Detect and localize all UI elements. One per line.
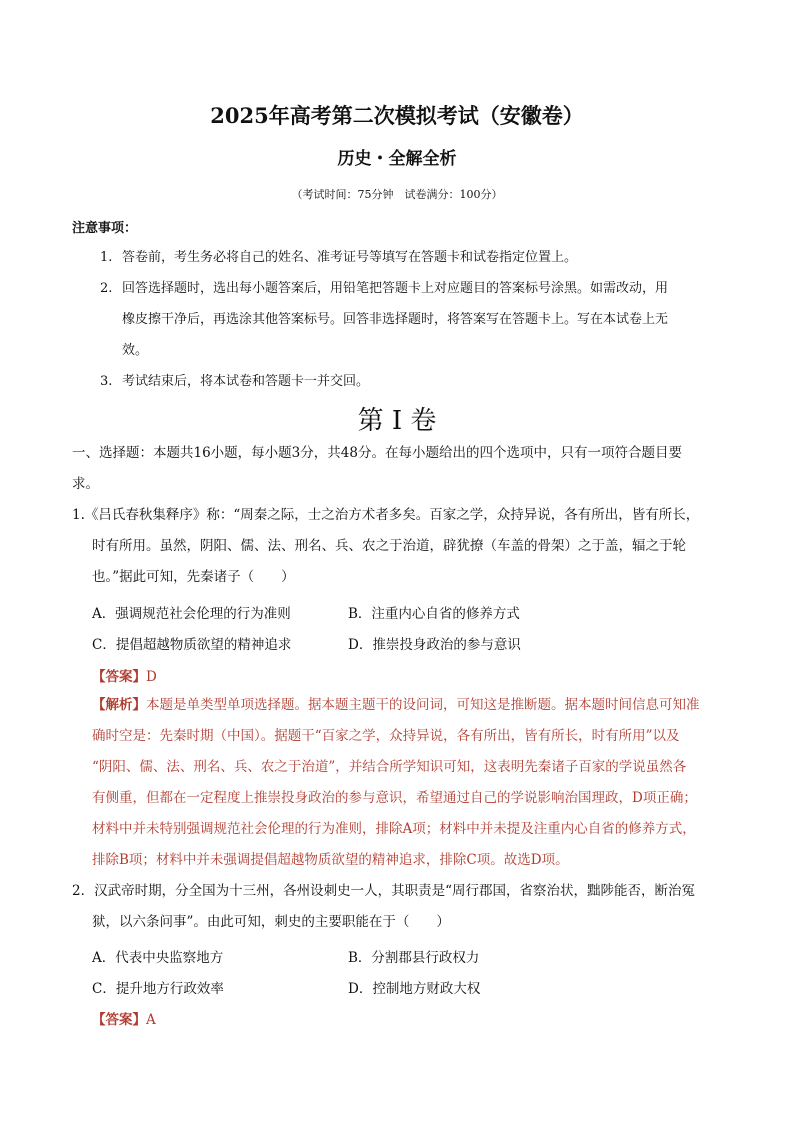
exam-info: （考试时间：75分钟 试卷满分：100分） [291,188,503,201]
option-d: D．推崇投身政治的参与意识 [348,637,521,653]
answer-tag: 【答案】 [92,1012,146,1028]
answer-tag: 【答案】 [92,669,146,685]
notice-item-2 [100,273,730,366]
option-a: A．强调规范社会伦理的行为准则 [92,606,291,622]
notice-item-1 [100,242,730,273]
option-c: C．提升地方行政效率 [92,981,224,997]
question-1 [72,500,736,593]
option-a: A．代表中央监察地方 [92,950,224,966]
option-b: B．分割郡县行政权力 [348,950,480,966]
page-subtitle: 历史・全解全析 [337,149,457,169]
section-intro-line: 一、选择题：本题共16小题，每小题3分，共48分。在每小题给出的四个选项中，只有一项符合题目要 [72,445,682,461]
question-text-line: 时有所用。虽然，阴阳、儒、法、刑名、兵、农之于治道，辟犹撩（车盖的骨架）之于盖，辐之于轮 [92,538,686,554]
analysis-tag: 【解析】 [92,697,146,713]
question-2-answer [92,1008,156,1028]
question-text-line: 2．汉武帝时期，分全国为十三州，各州设刺史一人，其职责是“周行郡国，省察治状，黜陟能否，断治冤 [72,883,695,899]
section-intro-line: 求。 [72,476,99,492]
analysis-line: “阴阳、儒、法、刑名、兵、农之于治道”，并结合所学知识可知，这表明先秦诸子百家的学说虽然各 [92,759,687,775]
notice-item-number: 1. [100,250,113,265]
notice-item-3 [100,366,730,397]
question-text-line: 也。”据此可知，先秦诸子（ ） [92,569,295,585]
section-intro [72,438,732,500]
notice-item-number: 2. [100,281,113,296]
notice-item-text: 考试结束后，将本试卷和答题卡一并交回。 [122,374,370,389]
notice-item-number: 3. [100,374,113,389]
option-b: B．注重内心自省的修养方式 [348,606,520,622]
answer-value: D [146,669,157,685]
notice-item-text: 答卷前，考生务必将自己的姓名、准考证号等填写在答题卡和试卷指定位置上。 [122,250,578,265]
question-text-line: 狱，以六条问事”。由此可知，刺史的主要职能在于（ ） [92,914,450,930]
analysis-line: 有侧重，但都在一定程度上推崇投身政治的参与意识，希望通过自己的学说影响治国理政，D项正确； [92,790,697,806]
notice-item-text: 橡皮擦干净后，再选涂其他答案标号。回答非选择题时，将答案写在答题卡上。写在本试卷上无 [122,312,669,327]
notice-item-text: 效。 [122,343,149,358]
analysis-line: 确时空是：先秦时期（中国）。据题干“百家之学，众持异说，各有所出，皆有所长，时有所用”以及 [92,728,680,744]
section-title: 第 I 卷 [357,406,437,436]
question-1-analysis [92,690,732,876]
notice-heading: 注意事项： [72,221,138,236]
question-2 [72,876,736,938]
analysis-line: 本题是单类型单项选择题。据本题主题干的设问词，可知这是推断题。据本题时间信息可知准 [146,697,700,713]
answer-value: A [146,1012,156,1028]
analysis-line: 材料中并未特别强调规范社会伦理的行为准则，排除A项；材料中并未提及注重内心自省的修养方式， [92,821,696,837]
option-d: D．控制地方财政大权 [348,981,481,997]
notice-item-text: 回答选择题时，选出每小题答案后，用铅笔把答题卡上对应题目的答案标号涂黑。如需改动，用 [122,281,669,296]
option-c: C．提倡超越物质欲望的精神追求 [92,637,292,653]
page-title: 2025年高考第二次模拟考试（安徽卷） [210,103,584,128]
question-1-answer [92,665,157,685]
question-text-line: 1.《吕氏春秋集释序》称：“周秦之际，士之治方术者多矣。百家之学，众持异说，各有所出，皆有所长， [72,507,700,523]
analysis-line: 排除B项；材料中并未强调提倡超越物质欲望的精神追求，排除C项。故选D项。 [92,852,569,868]
